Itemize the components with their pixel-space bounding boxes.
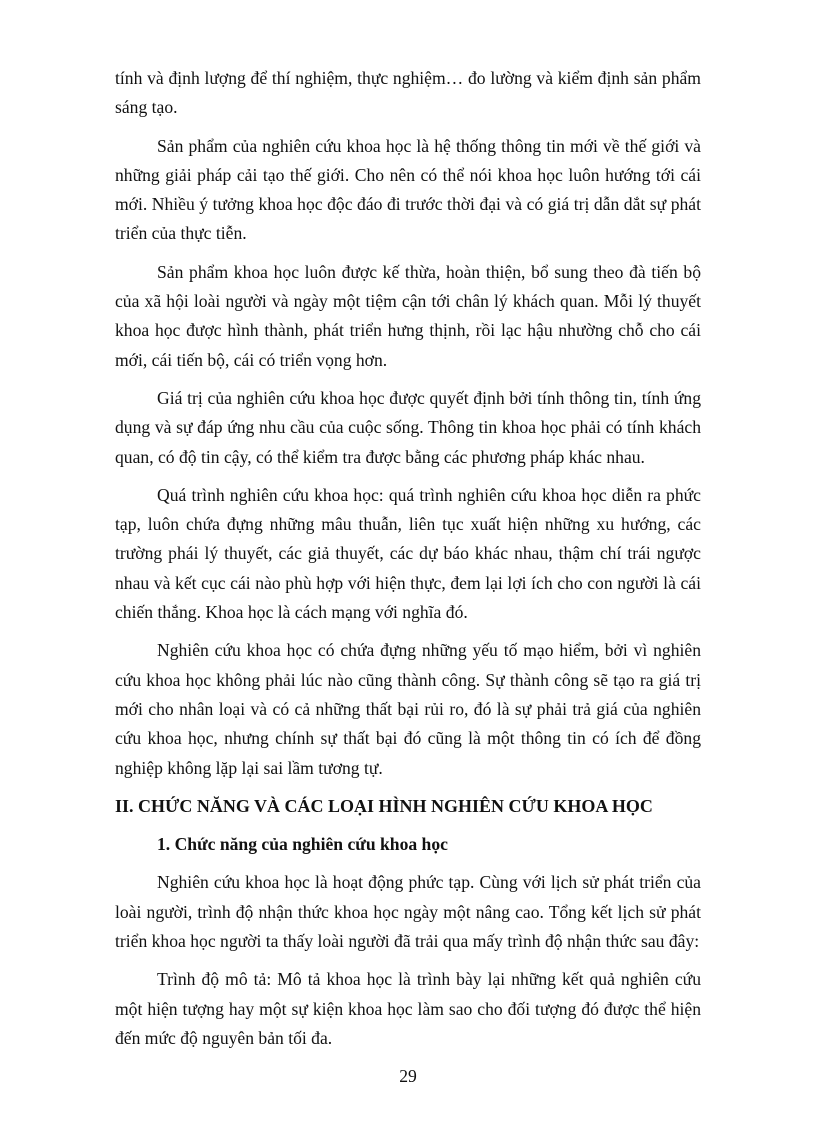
document-body (115, 64, 701, 1062)
paragraph-value: Giá trị của nghiên cứu khoa học được quyết định bởi tính thông tin, tính ứng dụng và sự đáp ứng nhu cầu của cuộc sống. Thông tin khoa học phải có tính khách quan, có độ tin cậy, có thể kiểm tra được bằng các phương pháp khác nhau. (115, 387, 701, 467)
section-heading: II. CHỨC NĂNG VÀ CÁC LOẠI HÌNH NGHIÊN CỨU KHOA HỌC (115, 795, 653, 816)
paragraph-research-process: Quá trình nghiên cứu khoa học: quá trình nghiên cứu khoa học diễn ra phức tạp, luôn chứa đựng những mâu thuẫn, liên tục xuất hiện những xu hướng, các trường phái lý thuyết, các giả thuyết, các dự báo khác nhau, thậm chí trái ngược nhau và kết cục cái nào phù hợp với hiện thực, đem lại lợi ích cho con người là cái chiến thắng. Khoa học là cách mạng với nghĩa đó. (115, 484, 701, 623)
subsection-heading: 1. Chức năng của nghiên cứu khoa học (157, 834, 448, 855)
paragraph-risk: Nghiên cứu khoa học có chứa đựng những yếu tố mạo hiểm, bởi vì nghiên cứu khoa học không phải lúc nào cũng thành công. Sự thành công sẽ tạo ra giá trị mới cho nhân loại và có cả những thất bại rủi ro, đó là sự phải trả giá của nghiên cứu khoa học, nhưng chính sự thất bại đó cũng là một thông tin có ích để đồng nghiệp không lặp lại sai lầm tương tự. (115, 640, 701, 778)
paragraph-science-products: Sản phẩm của nghiên cứu khoa học là hệ thống thông tin mới về thế giới và những giải pháp cải tạo thế giới. Cho nên có thể nói khoa học luôn hướng tới cái mới. Nhiều ý tưởng khoa học độc đáo đi trước thời đại và có giá trị dẫn dắt sự phát triển của thực tiễn. (115, 135, 701, 244)
paragraph-description-level: Trình độ mô tả: Mô tả khoa học là trình bày lại những kết quả nghiên cứu một hiện tượng hay một sự kiện khoa học làm sao cho đối tượng đó được thể hiện đến mức độ nguyên bản tối đa. (115, 969, 701, 1048)
paragraph-cognition-levels: Nghiên cứu khoa học là hoạt động phức tạp. Cùng với lịch sử phát triển của loài người, trình độ nhận thức khoa học ngày một nâng cao. Tổng kết lịch sử phát triển khoa học người ta thấy loài người đã trải qua mấy trình độ nhận thức sau đây: (115, 872, 701, 952)
page-number: 29 (399, 1066, 417, 1086)
paragraph-continued: tính và định lượng để thí nghiệm, thực nghiệm… đo lường và kiểm định sản phẩm sáng tạo. (115, 68, 701, 118)
paragraph-inheritance: Sản phẩm khoa học luôn được kế thừa, hoàn thiện, bổ sung theo đà tiến bộ của xã hội loài người và ngày một tiệm cận tới chân lý khách quan. Mỗi lý thuyết khoa học được hình thành, phát triển hưng thịnh, rồi lạc hậu nhường chỗ cho cái mới, cái tiến bộ, cái có triển vọng hơn. (115, 261, 701, 370)
